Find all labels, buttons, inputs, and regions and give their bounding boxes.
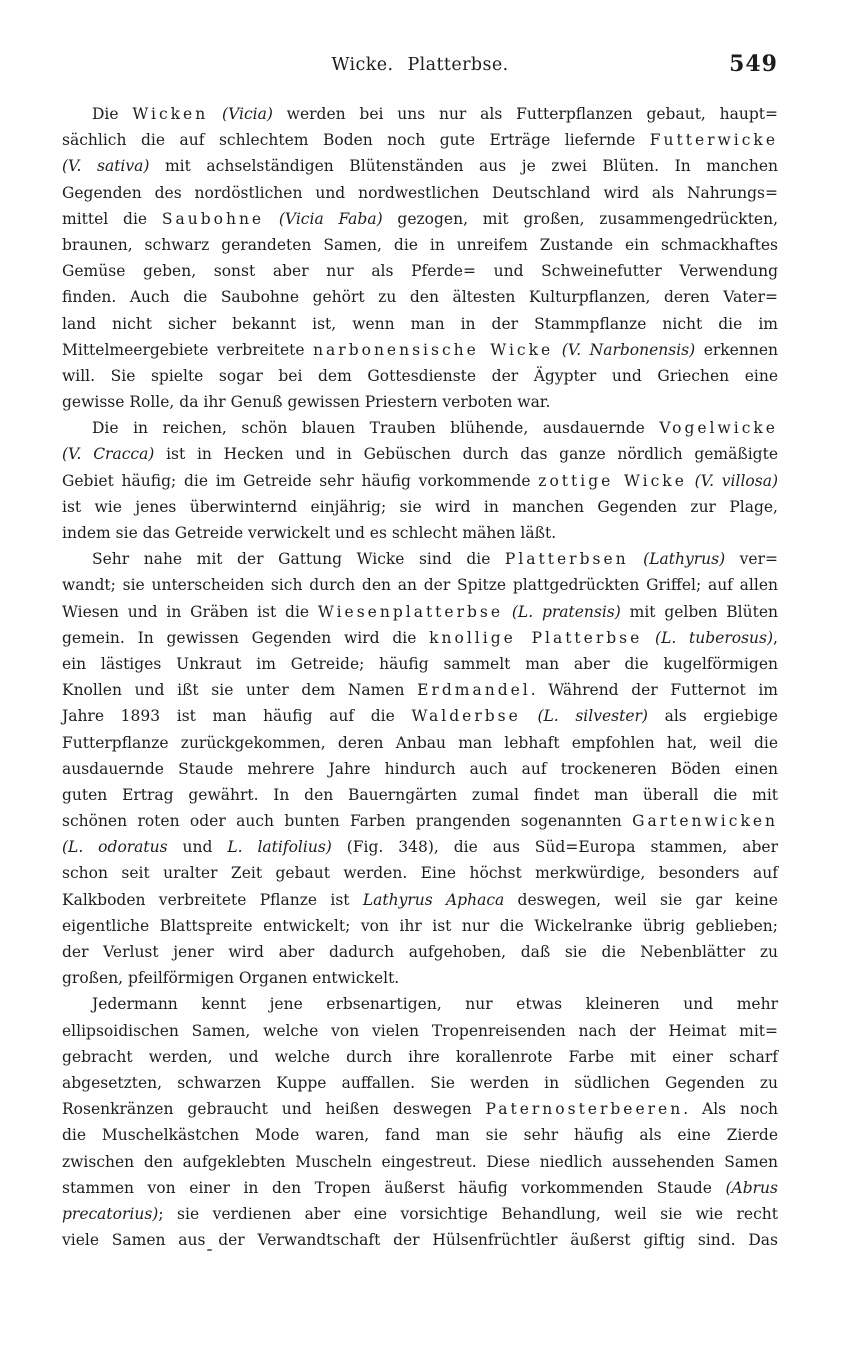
text-segment: guten Ertrag gewährt. In den Bauerngärten zumal findet man überall die mit <box>62 785 778 804</box>
text-segment: mit gelben Blüten <box>620 602 778 621</box>
page-number: 549 <box>729 51 778 77</box>
latin-species-name: (V. Cracca) <box>62 445 155 464</box>
text-segment: Gemüse geben, sonst aber nur als Pferde= und Schweinefutter Verwendung <box>62 262 778 281</box>
running-head <box>62 52 778 80</box>
text-segment <box>629 550 644 568</box>
text-segment <box>642 629 655 647</box>
text-segment: Knollen und ißt sie unter dem Namen <box>62 681 418 700</box>
text-segment: indem sie das Getreide verwickelt und es schlecht mähen läßt. <box>62 524 557 542</box>
text-segment: die Muschelkästchen Mode waren, fand man sie sehr häufig als eine Zierde <box>62 1126 778 1145</box>
text-line <box>62 468 778 494</box>
text-segment: großen, pfeilförmigen Organen entwickelt. <box>62 969 400 988</box>
latin-species-name: (Lathyrus) <box>643 550 726 569</box>
emphasized-term: Futterwicke <box>649 131 778 150</box>
text-segment: Jedermann kennt jene erbsenartigen, nur etwas kleineren und mehr <box>92 995 778 1014</box>
latin-species-name: (V. Narbonensis) <box>561 340 696 359</box>
text-line <box>62 808 778 834</box>
emphasized-term: Saubohne <box>161 209 265 228</box>
text-segment: gebracht werden, und welche durch ihre korallenrote Farbe mit einer scharf <box>62 1047 778 1066</box>
latin-species-name: (L. silvester) <box>537 707 648 726</box>
text-segment: finden. Auch die Saubohne gehört zu den ältesten Kulturpflanzen, deren Vater= <box>62 288 778 307</box>
emphasized-term: Vogelwicke <box>659 419 778 438</box>
text-line <box>62 206 778 232</box>
text-segment: schönen roten oder auch bunten Farben prangenden sogenannten <box>62 812 633 831</box>
text-segment: gezogen, mit großen, zusammengedrückten, <box>382 209 779 228</box>
text-block <box>62 101 778 1253</box>
text-line <box>62 101 778 127</box>
emphasized-term: narbonensische Wicke <box>313 340 554 359</box>
text-segment: stammen von einer in den Tropen äußerst häufig vorkommenden Staude <box>62 1178 726 1197</box>
text-line <box>62 258 778 284</box>
text-line <box>62 284 778 310</box>
text-segment: wandt; sie unterscheiden sich durch den an der Spitze plattgedrückten Griffel; auf allen <box>62 576 778 595</box>
text-line <box>62 991 778 1017</box>
text-segment: braunen, schwarz gerandeten Samen, die in unreifem Zustande ein schmackhaftes <box>62 235 778 254</box>
text-segment: ein lästiges Unkraut im Getreide; häufig sammelt man aber die kugelförmigen <box>62 654 778 673</box>
text-segment <box>687 472 695 490</box>
text-line <box>62 860 778 886</box>
paragraph-2 <box>62 415 778 546</box>
text-segment: zwischen den aufgeklebten Muscheln eingestreut. Diese niedlich aussehenden Samen <box>62 1152 778 1171</box>
text-line <box>62 913 778 939</box>
text-segment: mit achselständigen Blütenständen aus je zwei Blüten. In manchen <box>149 157 778 176</box>
text-line <box>62 546 778 572</box>
text-segment: . Als noch <box>683 1100 778 1119</box>
text-line <box>62 1175 778 1201</box>
text-segment <box>264 210 279 228</box>
text-segment: ellipsoidischen Samen, welche von vielen Tropenreisenden nach der Heimat mit= <box>62 1021 778 1040</box>
text-segment: Sehr nahe mit der Gattung Wicke sind die <box>92 550 505 569</box>
paragraph-4 <box>62 991 778 1253</box>
latin-species-name: Lathyrus Aphaca <box>362 890 505 909</box>
text-line <box>62 1070 778 1096</box>
text-segment <box>521 707 538 725</box>
emphasized-term: knollige Platterbse <box>429 628 643 647</box>
latin-species-name: (L. tuberosus) <box>655 628 774 647</box>
text-line <box>62 730 778 756</box>
text-line <box>62 1096 778 1122</box>
text-segment: viele Samen aus der Verwandtschaft der Hülsenfrüchtler äußerst giftig sind. Das <box>62 1231 778 1250</box>
text-line <box>62 834 778 860</box>
text-line <box>62 337 778 363</box>
text-segment: als ergiebige <box>647 707 778 726</box>
text-segment: ist wie jenes überwinternd einjährig; sie wird in manchen Gegenden zur Plage, <box>62 497 778 516</box>
latin-species-name: (Vicia) <box>222 105 273 123</box>
latin-species-name: (L. odoratus <box>62 838 168 857</box>
text-line <box>62 363 778 389</box>
text-line <box>62 520 778 546</box>
text-segment: erkennen <box>695 340 778 359</box>
latin-species-name: (V. sativa) <box>62 157 150 176</box>
emphasized-term: zottige Wicke <box>538 471 687 490</box>
text-segment: mittel die <box>62 209 162 228</box>
text-line <box>62 599 778 625</box>
text-line <box>62 677 778 703</box>
emphasized-term: Erdmandel <box>417 681 531 700</box>
text-line <box>62 1227 778 1253</box>
latin-species-name: (L. pratensis) <box>511 602 621 621</box>
text-segment: Kalkboden verbreitete Pflanze ist <box>62 890 363 909</box>
text-segment: Jahre 1893 ist man häufig auf die <box>62 707 412 726</box>
text-segment: will. Sie spielte sogar bei dem Gottesdienste der Ägypter und Griechen eine <box>62 366 778 385</box>
text-segment: ist in Hecken und in Gebüschen durch das ganze nördlich gemäßigte <box>154 445 778 464</box>
text-line <box>62 965 778 991</box>
text-segment <box>553 341 562 359</box>
text-line <box>62 756 778 782</box>
text-segment: Die in reichen, schön blauen Trauben blühende, ausdauernde <box>92 419 660 438</box>
text-line <box>62 153 778 179</box>
text-segment: gemein. In gewissen Gegenden wird die <box>62 628 430 647</box>
text-segment: werden bei uns nur als Futterpflanzen gebaut, haupt= <box>272 105 778 123</box>
running-title <box>62 52 778 78</box>
text-line <box>62 1018 778 1044</box>
emphasized-term: Wiesenplatterbse <box>317 602 504 621</box>
text-segment: Rosenkränzen gebraucht und heißen deswegen <box>62 1100 486 1119</box>
text-segment: ; sie verdienen aber eine vorsichtige Behandlung, weil sie wie recht <box>158 1204 778 1223</box>
text-segment: sächlich die auf schlechtem Boden noch gute Erträge liefernde <box>62 131 650 150</box>
text-line <box>62 232 778 258</box>
text-segment: Mittelmeergebiete verbreitete <box>62 340 314 359</box>
text-segment: land nicht sicher bekannt ist, wenn man in der Stammpflanze nicht die im <box>62 314 778 333</box>
latin-species-name: (Vicia Faba) <box>278 209 383 228</box>
text-segment: ausdauernde Staude mehrere Jahre hindurch auch auf trockeneren Böden einen <box>62 759 778 778</box>
paragraph-1 <box>62 101 778 415</box>
text-line <box>62 651 778 677</box>
text-segment: gewisse Rolle, da ihr Genuß gewissen Priestern verboten war. <box>62 393 551 412</box>
text-segment: . Während der Futternot im <box>530 681 778 700</box>
text-segment: schon seit uralter Zeit gebaut werden. Eine höchst merkwürdige, besonders auf <box>62 864 778 883</box>
text-line <box>62 180 778 206</box>
text-line <box>62 887 778 913</box>
text-line <box>62 1122 778 1148</box>
text-segment <box>503 603 512 621</box>
emphasized-term: Wicken <box>132 105 209 123</box>
text-segment: der Verlust jener wird aber dadurch aufgehoben, daß sie die Nebenblätter zu <box>62 943 778 961</box>
running-title-right: Platterbse. <box>407 55 509 75</box>
paragraph-3 <box>62 546 778 991</box>
text-segment: Wiesen und in Gräben ist die <box>62 602 318 621</box>
text-line <box>62 494 778 520</box>
text-line <box>62 415 778 441</box>
text-line <box>62 127 778 153</box>
text-line <box>62 572 778 598</box>
latin-species-name: (Abrus <box>725 1178 778 1197</box>
text-line <box>62 703 778 729</box>
text-segment: und <box>167 838 228 857</box>
text-segment: Gegenden des nordöstlichen und nordwestlichen Deutschland wird als Nahrungs= <box>62 183 778 202</box>
emphasized-term: Platterbsen <box>504 550 629 569</box>
latin-species-name: precatorius) <box>62 1204 159 1223</box>
text-segment: Gebiet häufig; die im Getreide sehr häufig vorkommende <box>62 471 539 490</box>
text-segment: ver= <box>725 550 778 569</box>
text-segment: deswegen, weil sie gar keine <box>504 890 778 909</box>
text-line <box>62 939 778 965</box>
text-line <box>62 782 778 808</box>
text-line <box>62 1149 778 1175</box>
emphasized-term: Paternosterbeeren <box>485 1100 684 1119</box>
text-segment <box>208 105 222 123</box>
running-title-left: Wicke. <box>331 55 394 75</box>
text-line <box>62 311 778 337</box>
text-segment: Die <box>92 105 133 123</box>
text-segment: Futterpflanze zurückgekommen, deren Anbau man lebhaft empfohlen hat, weil die <box>62 733 778 752</box>
text-line <box>62 441 778 467</box>
text-line <box>62 389 778 415</box>
latin-species-name: L. latifolius) <box>227 838 332 857</box>
text-line <box>62 1044 778 1070</box>
emphasized-term: Gartenwicken <box>632 812 778 831</box>
text-line <box>62 625 778 651</box>
text-line <box>62 1201 778 1227</box>
text-segment: abgesetzten, schwarzen Kuppe auffallen. Sie werden in südlichen Gegenden zu <box>62 1073 778 1092</box>
text-segment: (Fig. 348), die aus Süd=Europa stammen, aber <box>331 838 779 857</box>
emphasized-term: Walderbse <box>411 707 521 726</box>
latin-species-name: (V. villosa) <box>694 471 778 490</box>
text-segment: , <box>773 628 778 647</box>
scan-speck-artifact <box>207 1249 212 1251</box>
text-segment: eigentliche Blattspreite entwickelt; von ihr ist nur die Wickelranke übrig geblieben; <box>62 916 778 935</box>
